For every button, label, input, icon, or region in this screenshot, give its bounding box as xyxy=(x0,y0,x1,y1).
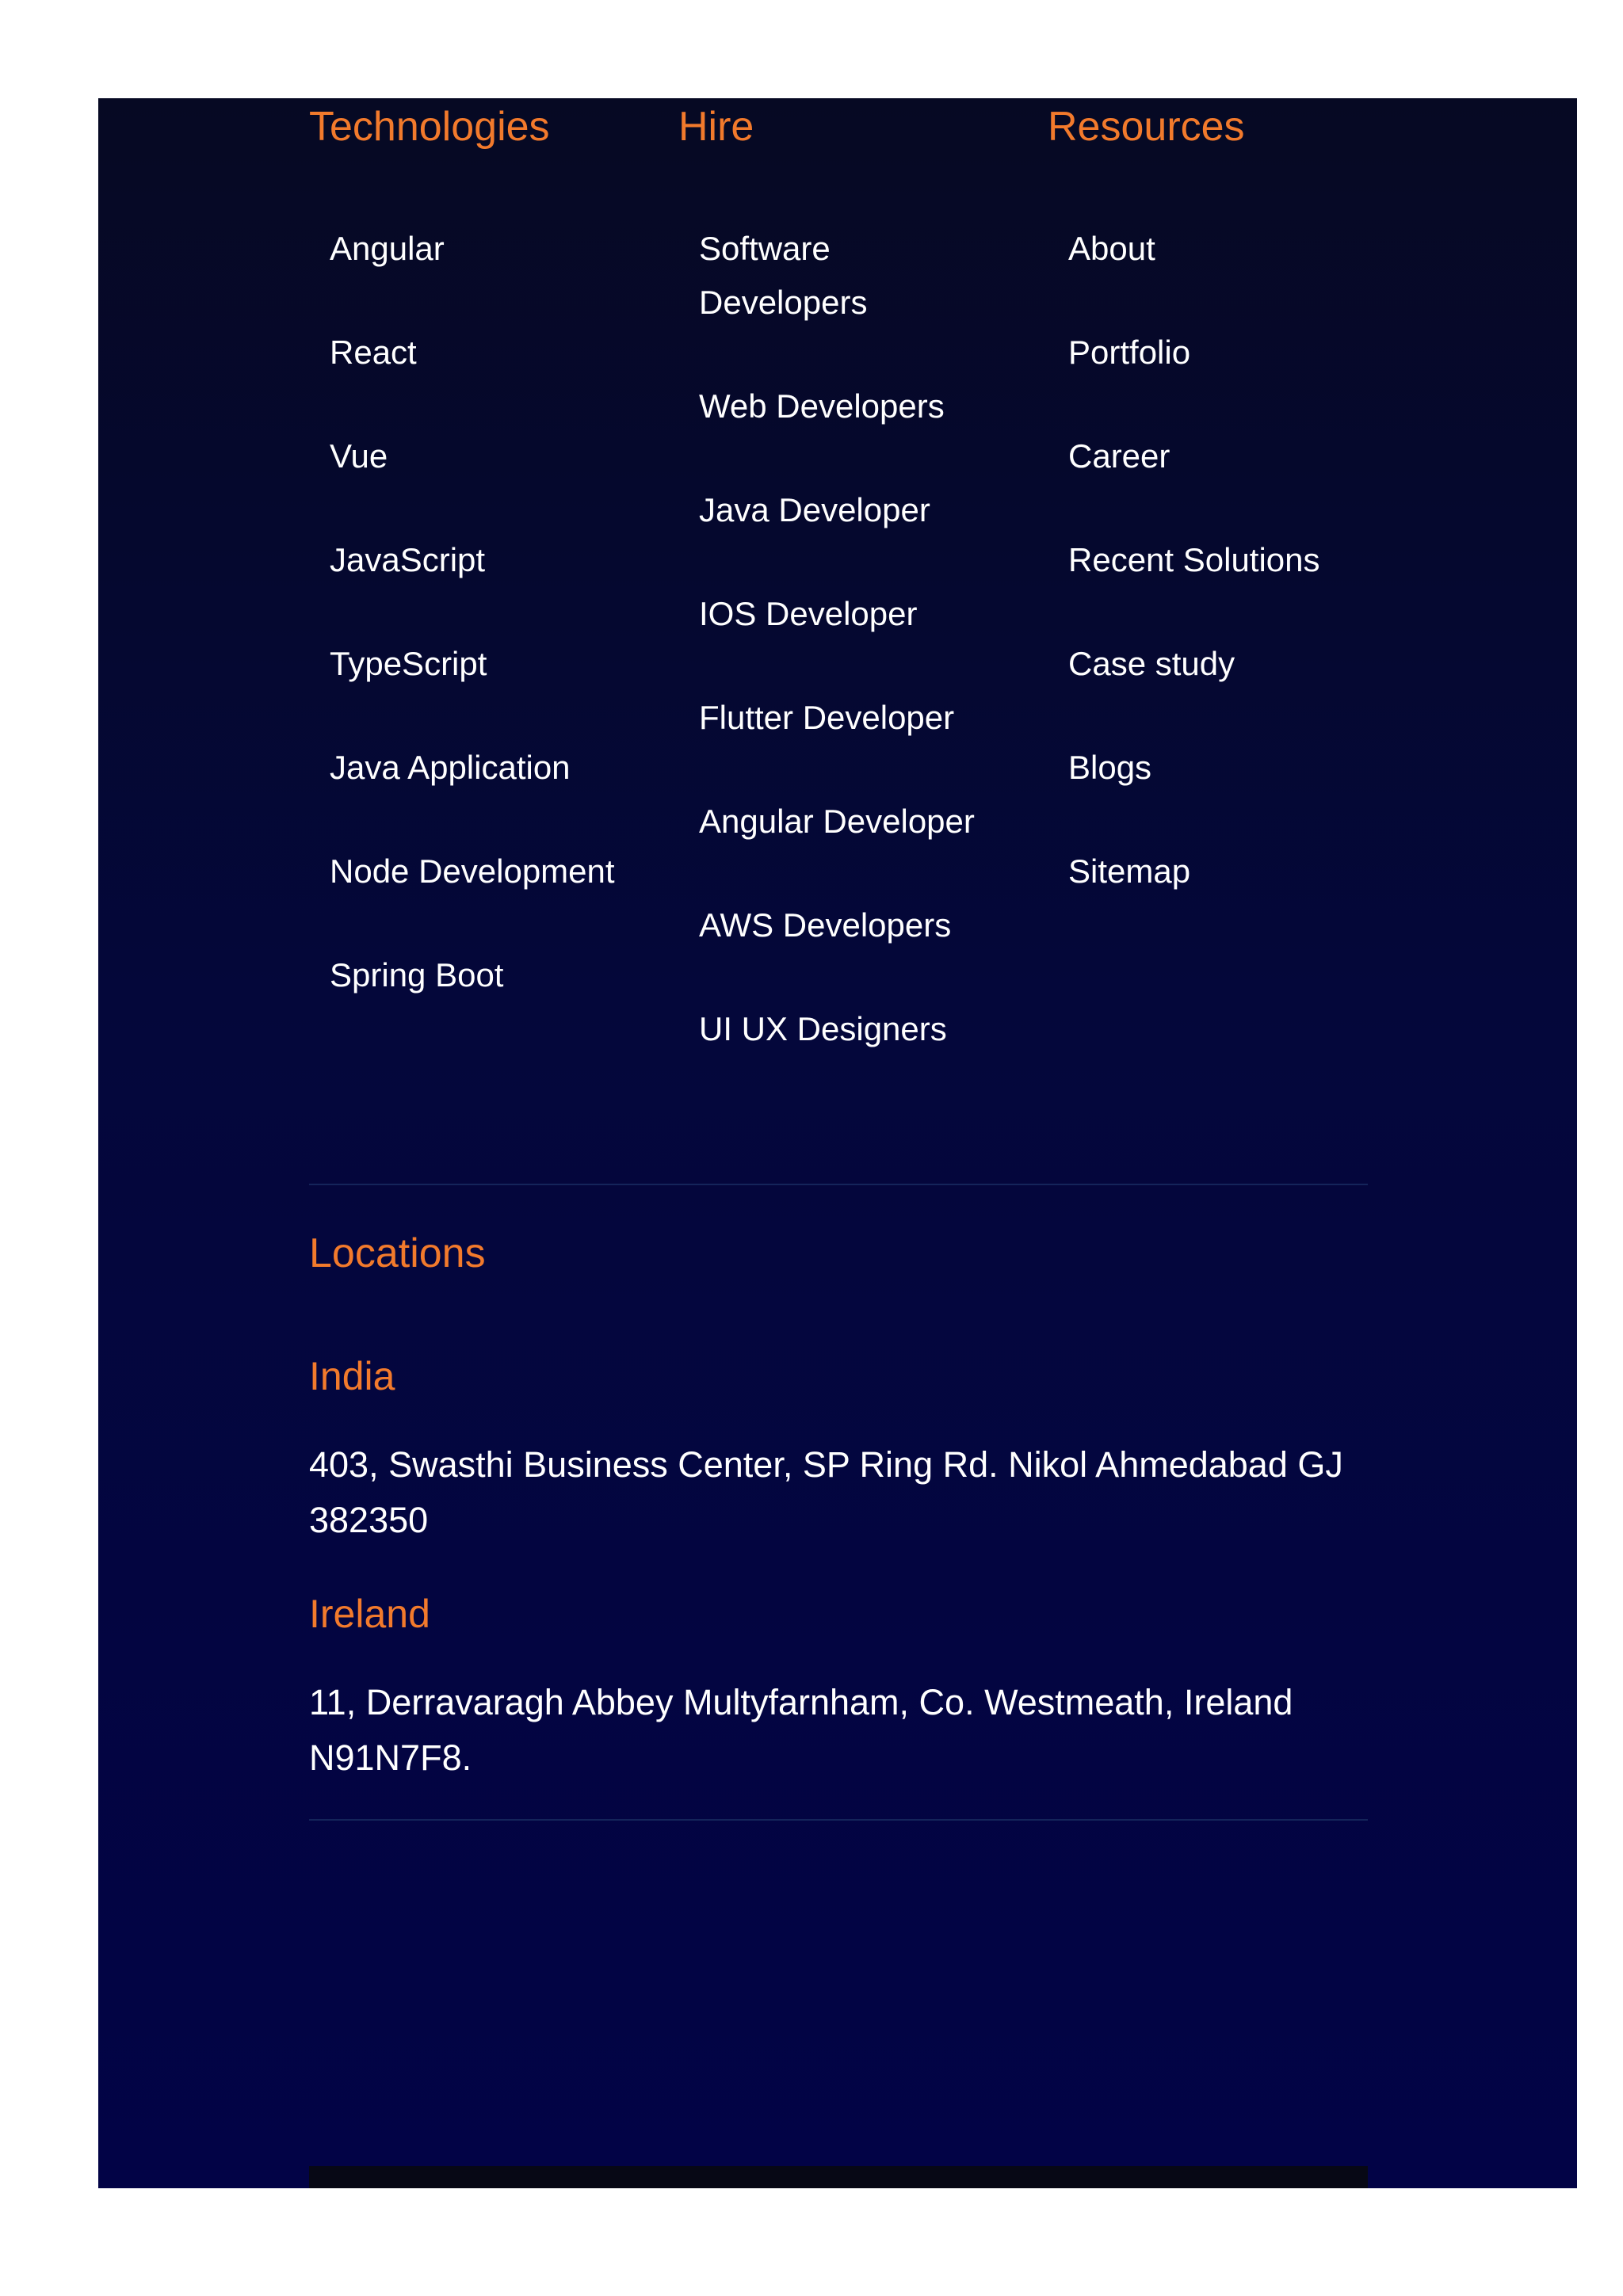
resources-list xyxy=(1068,222,1368,948)
locations-heading: Locations xyxy=(309,1230,486,1276)
link-web-developers[interactable]: Web Developers xyxy=(699,387,945,425)
link-recent-solutions[interactable]: Recent Solutions xyxy=(1068,541,1320,578)
link-angular-developer[interactable]: Angular Developer xyxy=(699,803,975,840)
location-ireland-address: 11, Derravaragh Abbey Multyfarnham, Co. Westmeath, Ireland N91N7F8. xyxy=(309,1682,1293,1778)
link-spring-boot[interactable]: Spring Boot xyxy=(330,956,504,994)
link-case-study[interactable]: Case study xyxy=(1068,645,1235,682)
footer-divider-top xyxy=(309,1184,1368,1185)
link-java-developer[interactable]: Java Developer xyxy=(699,491,930,528)
link-flutter-developer[interactable]: Flutter Developer xyxy=(699,699,955,736)
link-aws-developers[interactable]: AWS Developers xyxy=(699,906,952,944)
site-footer xyxy=(98,98,1577,2188)
link-typescript[interactable]: TypeScript xyxy=(330,645,487,682)
link-portfolio[interactable]: Portfolio xyxy=(1068,334,1191,371)
footer-bottom-bar xyxy=(309,2166,1368,2188)
link-blogs[interactable]: Blogs xyxy=(1068,749,1152,786)
footer-divider-bottom xyxy=(309,1819,1368,1821)
location-india-address: 403, Swasthi Business Center, SP Ring Rd. Nikol Ahmedabad GJ 382350 xyxy=(309,1444,1343,1540)
hire-list xyxy=(699,222,992,1106)
link-vue[interactable]: Vue xyxy=(330,437,388,475)
link-javascript[interactable]: JavaScript xyxy=(330,541,486,578)
link-sitemap[interactable]: Sitemap xyxy=(1068,852,1191,890)
link-ui-ux-designers[interactable]: UI UX Designers xyxy=(699,1010,947,1047)
link-career[interactable]: Career xyxy=(1068,437,1170,475)
link-react[interactable]: React xyxy=(330,334,417,371)
link-java-application[interactable]: Java Application xyxy=(330,749,571,786)
link-angular[interactable]: Angular xyxy=(330,230,445,267)
technologies-list xyxy=(330,222,623,1052)
location-india-title: India xyxy=(309,1354,395,1398)
hire-heading: Hire xyxy=(678,104,754,150)
link-node-development[interactable]: Node Development xyxy=(330,852,615,890)
link-software-developers[interactable]: Software Developers xyxy=(699,230,868,321)
resources-heading: Resources xyxy=(1048,104,1245,150)
location-ireland-title: Ireland xyxy=(309,1592,430,1636)
link-about[interactable]: About xyxy=(1068,230,1155,267)
technologies-heading: Technologies xyxy=(309,104,550,150)
link-ios-developer[interactable]: IOS Developer xyxy=(699,595,918,632)
